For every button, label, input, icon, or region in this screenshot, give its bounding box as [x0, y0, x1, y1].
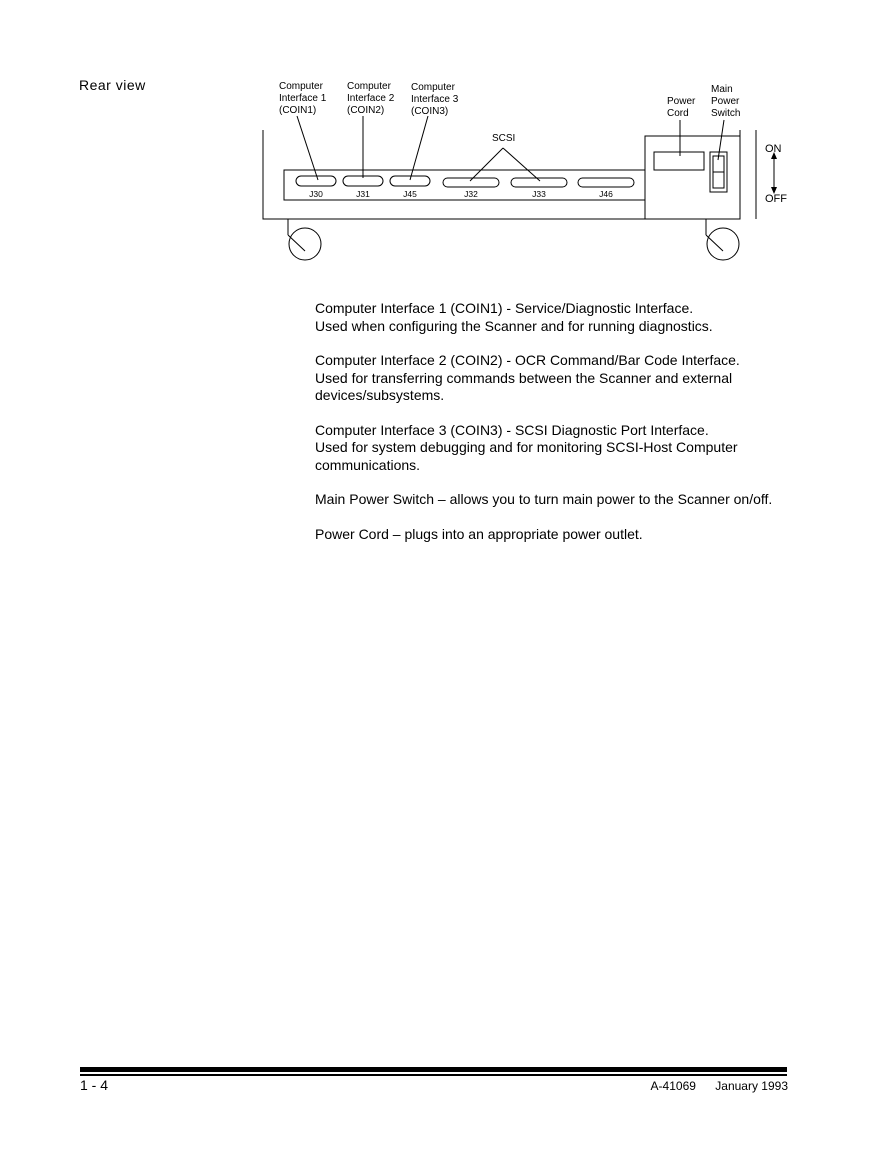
doc-id: A-41069 — [650, 1079, 696, 1093]
label-j32: J32 — [464, 189, 478, 199]
paragraph-power-cord: Power Cord – plugs into an appropriate power outlet. — [315, 525, 643, 542]
callout-coin2: Computer Interface 2 (COIN2) — [347, 81, 395, 116]
callout-power-cord: Power Cord — [667, 96, 696, 119]
rear-view-diagram — [0, 0, 892, 290]
callout-coin3: Computer Interface 3 (COIN3) — [411, 82, 459, 117]
paragraph-coin3: Computer Interface 3 (COIN3) - SCSI Diagnostic Port Interface. Used for system debugging and for monitoring SCSI-Host Computer communications. — [315, 421, 738, 473]
doc-date: January 1993 — [715, 1079, 788, 1093]
connector-j30 — [296, 176, 336, 186]
power-module — [645, 136, 740, 219]
right-caster — [707, 228, 739, 260]
side-label: Rear view — [79, 77, 146, 93]
paragraph-coin1: Computer Interface 1 (COIN1) - Service/Diagnostic Interface. Used when configuring the Scanner and for running diagnostics. — [315, 300, 713, 334]
connector-j33 — [511, 178, 567, 187]
off-label: OFF — [765, 193, 787, 205]
paragraph-coin2: Computer Interface 2 (COIN2) - OCR Command/Bar Code Interface. Used for transferring commands between the Scanner and external devices/subsystems. — [315, 352, 740, 403]
label-j45: J45 — [403, 189, 417, 199]
callout-scsi: SCSI — [492, 133, 516, 144]
footer-doc-info — [651, 1079, 788, 1093]
callout-coin1: Computer Interface 1 (COIN1) — [279, 81, 327, 116]
page-number: 1 - 4 — [80, 1077, 109, 1093]
footer-rule — [80, 1067, 787, 1072]
power-cord-socket — [654, 152, 704, 170]
label-j33: J33 — [532, 189, 546, 199]
label-j31: J31 — [356, 189, 370, 199]
label-j46: J46 — [599, 189, 613, 199]
connector-j46 — [578, 178, 634, 187]
description-text — [315, 300, 790, 560]
connector-j45 — [390, 176, 430, 186]
left-caster — [289, 228, 321, 260]
footer-rule-thin — [80, 1074, 787, 1076]
label-j30: J30 — [309, 189, 323, 199]
callout-main-power-switch: Main Power Switch — [711, 84, 741, 119]
paragraph-main-power-switch: Main Power Switch – allows you to turn main power to the Scanner on/off. — [315, 491, 773, 507]
on-label: ON — [765, 143, 782, 155]
